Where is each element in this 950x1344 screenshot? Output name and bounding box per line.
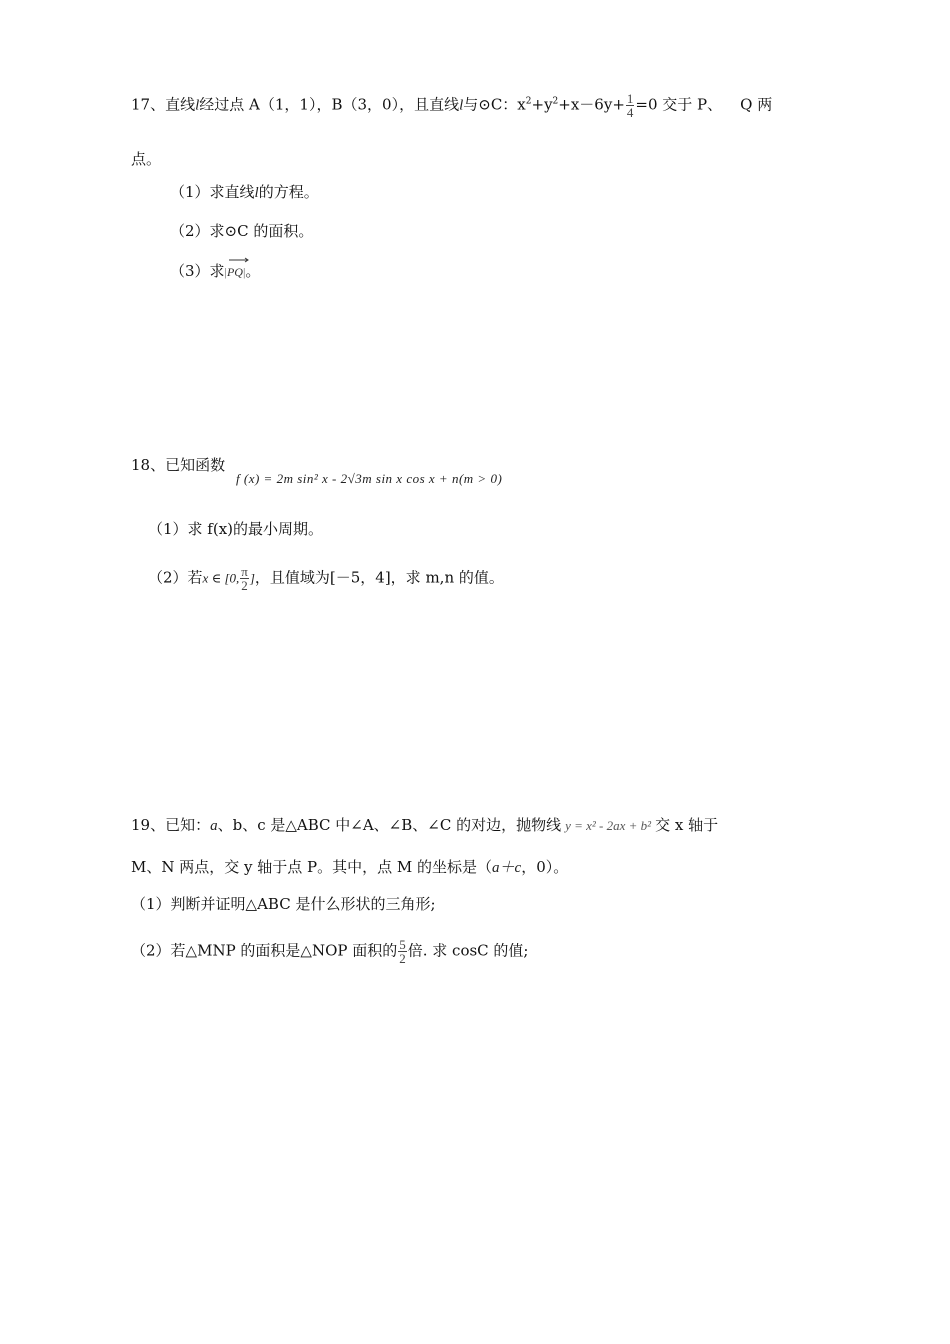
q17-line1 — [131, 92, 772, 119]
q19-line2: M、N 两点，交 y 轴于点 P。其中，点 M 的坐标是（a＋c，0）。 — [131, 858, 569, 876]
q17-text-part4: +y — [531, 95, 553, 114]
q17-text-part1: 17、直线 — [131, 95, 196, 114]
q17-text-part5: +x－6y+ — [558, 95, 625, 114]
q17-sub2: （2）求⊙C 的面积。 — [170, 222, 314, 240]
line-l-symbol: l — [459, 97, 464, 114]
q17-sub1: （1）求直线l的方程。 — [170, 183, 319, 201]
q19-sub2: （2）若△MNP 的面积是△NOP 面积的 $\frac{5}{2}$ 倍. 求 cosC 的值; — [131, 937, 529, 966]
q17-text-part7: Q 两 — [740, 95, 773, 114]
q18-function-formula: f (x) = 2m sin² x - 2√3m sin x cos x + n(m > 0) — [236, 471, 503, 486]
q17-sub3: （3）求| PQ|。 — [170, 258, 260, 282]
q19-line1: 19、已知：a、b、c 是△ABC 中∠A、∠B、∠C 的对边，抛物线 y = x² - 2ax + b² 交 x 轴于 — [131, 816, 719, 834]
q18-sub2: （2）若x ∈ [0, $\frac{\pi}{2}$ ]，且值域为[－5，4]，求 m,n 的值。 — [148, 564, 504, 593]
q18-title: 18、已知函数 — [131, 456, 226, 474]
q17-text-part3: 与⊙C：x — [463, 95, 526, 114]
q17-text-part2: 经过点 A（1，1），B（3，0），且直线 — [199, 95, 460, 114]
q18-sub1: （1）求 f(x)的最小周期。 — [148, 520, 324, 538]
q18-domain-math: x ∈ [0, — [202, 570, 240, 586]
q17-sup: 2 — [552, 96, 559, 107]
q17-fraction: $\frac{1}{4}$ — [626, 91, 634, 120]
parabola-formula: y = x² - 2ax + b² — [565, 818, 652, 833]
q17-text-part6: =0 交于 P、 — [635, 95, 723, 114]
line-l-symbol: l — [195, 97, 200, 114]
vector-pq: PQ — [227, 258, 243, 282]
q17-sup: 2 — [525, 96, 532, 107]
q19-sub1: （1）判断并证明△ABC 是什么形状的三角形; — [131, 895, 436, 913]
q18-pi-over-2: $\frac{\pi}{2}$ — [241, 564, 248, 593]
q17-line2: 点。 — [131, 150, 162, 168]
q19-fraction: $\frac{5}{2}$ — [399, 937, 406, 966]
